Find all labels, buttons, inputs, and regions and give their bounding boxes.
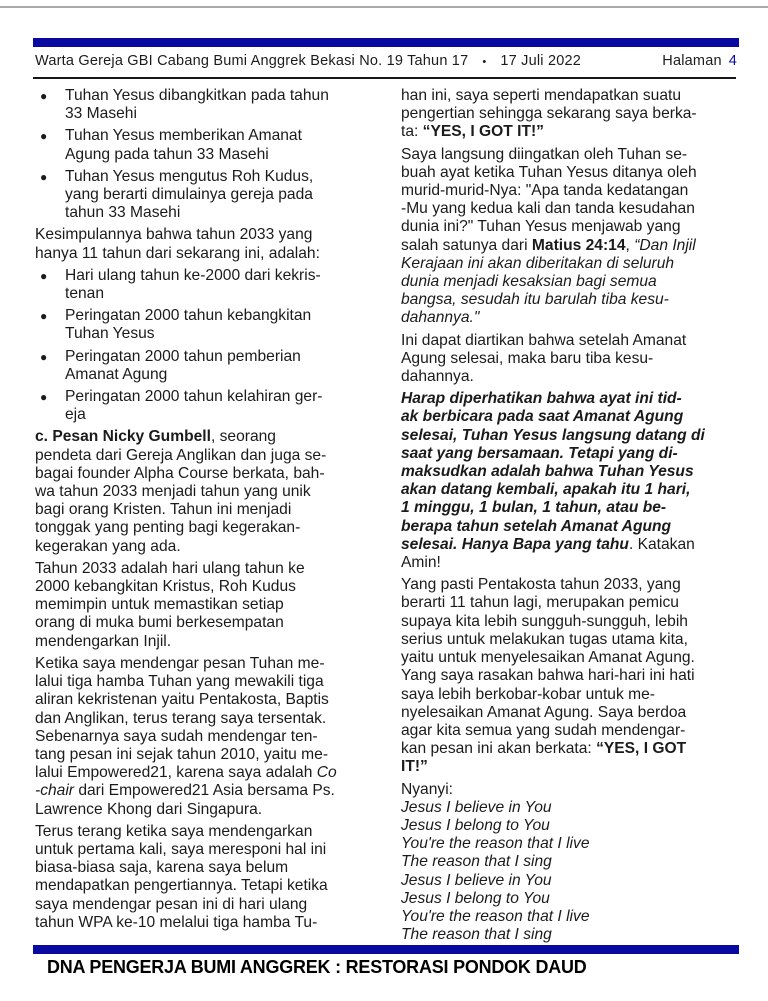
text-line: Ketika saya mendengar pesan Tuhan me- — [35, 654, 325, 672]
text-line: saya mendengar pesan ini di hari ulang — [35, 895, 308, 913]
body-paragraph — [35, 226, 382, 262]
text-line: serius untuk melakukan tugas utama kita, — [401, 630, 688, 648]
text-line: bagai founder Alpha Course berkata, bah- — [35, 464, 325, 482]
text-line: Tuhan Yesus mengutus Roh Kudus, — [65, 167, 314, 185]
text-line: Peringatan 2000 tahun kebangkitan — [65, 307, 312, 325]
bullet-icon: ● — [40, 309, 48, 324]
bullet-text — [65, 267, 382, 303]
bullet-item — [35, 388, 382, 424]
page-top-edge — [0, 6, 768, 8]
text-line: The reason that I sing — [401, 853, 552, 871]
text-line: Agung pada tahun 33 Masehi — [65, 145, 269, 163]
bullet-icon: ● — [40, 169, 48, 184]
text-line: kan pesan ini akan berkata: “YES, I GOT — [401, 740, 687, 758]
text-line: akan datang kembali, apakah itu 1 hari, — [401, 481, 691, 499]
text-line: Tuhan Yesus — [65, 325, 155, 343]
text-line: Amin! — [401, 554, 441, 572]
text-line: tahun 33 Masehi — [65, 204, 181, 222]
bullet-text — [65, 127, 382, 163]
text-line: You're the reason that I live — [401, 835, 590, 853]
text-line: 2000 kebangkitan Kristus, Roh Kudus — [35, 578, 296, 596]
bullet-item — [35, 348, 382, 384]
bullet-item — [35, 267, 382, 303]
body-paragraph — [401, 576, 749, 776]
bullet-icon: ● — [40, 390, 48, 405]
text-line: berapa tahun setelah Amanat Agung — [401, 517, 672, 535]
text-line: biasa-biasa saja, karena saya belum — [35, 859, 289, 877]
text-line: mendengarkan Injil. — [35, 632, 172, 650]
text-line: 1 minggu, 1 bulan, 1 tahun, atau be- — [401, 499, 667, 517]
text-line: untuk pertama kali, saya meresponi hal ini — [35, 840, 327, 858]
body-paragraph — [35, 823, 382, 932]
footer-title: DNA PENGERJA BUMI ANGGREK : RESTORASI PONDOK DAUD — [47, 956, 587, 977]
text-line: Yang saya rasakan bahwa hari-hari ini hati — [401, 667, 695, 685]
text-line: You're the reason that I live — [401, 907, 590, 925]
text-line: saat yang bersamaan. Tetapi yang di- — [401, 444, 678, 462]
text-line: hanya 11 tahun dari sekarang ini, adalah: — [35, 244, 320, 262]
text-line: Kesimpulannya bahwa tahun 2033 yang — [35, 226, 313, 244]
text-line: -chair dari Empowered21 Asia bersama Ps. — [35, 782, 335, 800]
text-line: yaitu untuk menyelesaikan Amanat Agung. — [401, 649, 695, 667]
bullet-text — [65, 307, 382, 343]
text-line: bangsa, sesudah itu barulah tiba kesu- — [401, 291, 669, 309]
text-line: saya lebih berkobar-kobar untuk me- — [401, 685, 655, 703]
text-line: han ini, saya seperti mendapatkan suatu — [401, 87, 682, 104]
text-line: Jesus I believe in You — [401, 798, 552, 816]
text-line: dan Anglikan, terus terang saya tersentak. — [35, 709, 327, 727]
bullet-item — [35, 87, 382, 123]
text-line: memimpin untuk memastikan setiap — [35, 596, 284, 614]
text-line: tonggak yang penting bagi kegerakan- — [35, 519, 301, 537]
text-line: bagi orang Kristen. Tahun ini menjadi — [35, 501, 292, 519]
text-line: mendapatkan pengertiannya. Tetapi ketika — [35, 877, 328, 895]
header-accent-bar — [33, 38, 739, 47]
text-line: Ini dapat diartikan bahwa setelah Amanat — [401, 331, 687, 349]
body-paragraph — [35, 655, 382, 819]
text-line: berarti 11 tahun lagi, merupakan pemicu — [401, 594, 679, 612]
text-line: salah satunya dari Matius 24:14, “Dan Injil — [401, 236, 696, 254]
text-line: tahun WPA ke-10 melalui tiga hamba Tu- — [35, 913, 318, 931]
text-line: Peringatan 2000 tahun kelahiran ger- — [65, 388, 323, 406]
body-paragraph — [401, 781, 749, 945]
text-line: nyelesaikan Amanat Agung. Saya berdoa — [401, 703, 687, 721]
text-line: Jesus I believe in You — [401, 871, 552, 889]
text-line: Nyanyi: — [401, 780, 453, 798]
text-line: c. Pesan Nicky Gumbell, seorang — [35, 428, 276, 446]
text-line: The reason that I sing — [401, 926, 552, 944]
text-line: ta: “YES, I GOT IT!” — [401, 123, 544, 141]
text-line: Lawrence Khong dari Singapura. — [35, 800, 263, 818]
bullet-text — [65, 348, 382, 384]
header-bullet-separator: • — [482, 56, 487, 68]
text-line: Amanat Agung — [65, 365, 168, 383]
column-left — [35, 87, 382, 948]
text-line: 33 Masehi — [65, 105, 137, 123]
text-line: Sebenarnya saya sudah mendengar ten- — [35, 727, 318, 745]
text-line: dahannya." — [401, 309, 480, 327]
text-line: dunia menjadi kesaksian bagi semua — [401, 273, 657, 291]
text-line: tang pesan ini sejak tahun 2010, yaitu me- — [35, 745, 329, 763]
bullet-item — [35, 307, 382, 343]
bullet-text — [65, 388, 382, 424]
text-line: kegerakan yang ada. — [35, 537, 181, 555]
text-line: murid-murid-Nya: "Apa tanda kedatangan — [401, 182, 689, 200]
bullet-text — [65, 87, 382, 123]
text-line: yang berarti dimulainya gereja pada — [65, 186, 313, 204]
bullet-icon: ● — [40, 89, 48, 103]
text-line: Tuhan Yesus memberikan Amanat — [65, 127, 302, 145]
text-line: dahannya. — [401, 368, 474, 386]
text-line: agar kita semua yang sudah mendengar- — [401, 721, 686, 739]
text-line: selesai, Tuhan Yesus langsung datang di — [401, 426, 705, 444]
text-line: orang di muka bumi berkesempatan — [35, 614, 284, 632]
text-line: Yang pasti Pentakosta tahun 2033, yang — [401, 576, 681, 594]
text-line: lalui tiga hamba Tuhan yang mewakili tiga — [35, 673, 324, 691]
text-line: Jesus I belong to You — [401, 816, 550, 834]
body-paragraph — [401, 332, 749, 387]
text-line: -Mu yang kedua kali dan tanda kesudahan — [401, 200, 695, 218]
text-line: Terus terang ketika saya mendengarkan — [35, 822, 313, 840]
body-paragraph — [401, 87, 749, 142]
text-line: Hari ulang tahun ke-2000 dari kekris- — [65, 266, 321, 284]
bullet-item — [35, 168, 382, 223]
text-line: Harap diperhatikan bahwa ayat ini tid- — [401, 390, 682, 408]
bullet-icon: ● — [40, 268, 48, 283]
text-line: Tahun 2033 adalah hari ulang tahun ke — [35, 559, 305, 577]
text-line: ak berbicara pada saat Amanat Agung — [401, 408, 684, 426]
text-line: selesai. Hanya Bapa yang tahu. Katakan — [401, 535, 695, 553]
text-line: wa tahun 2033 menjadi tahun yang unik — [35, 483, 311, 501]
header-date: 17 Juli 2022 — [500, 53, 582, 69]
text-line: dunia ini?" Tuhan Yesus menjawab yang — [401, 218, 681, 236]
text-line: pengertian sehingga sekarang saya berka- — [401, 105, 697, 123]
text-line: tenan — [65, 285, 105, 303]
text-line: lalui Empowered21, karena saya adalah Co — [35, 764, 337, 782]
footer-accent-bar — [33, 945, 739, 954]
bullet-text — [65, 168, 382, 223]
newsletter-title: Warta Gereja GBI Cabang Bumi Anggrek Bekasi No. 19 Tahun 17 — [35, 53, 469, 69]
column-right — [401, 87, 749, 948]
page-header — [35, 51, 737, 72]
text-line: Peringatan 2000 tahun pemberian — [65, 347, 301, 365]
bullet-icon: ● — [40, 349, 48, 364]
article-body — [35, 87, 749, 948]
text-line: pendeta dari Gereja Anglikan dan juga se- — [35, 446, 327, 464]
text-line: buah ayat ketika Tuhan Yesus ditanya oleh — [401, 163, 697, 181]
text-line: Tuhan Yesus dibangkitkan pada tahun — [65, 87, 329, 104]
text-line: maksudkan adalah bahwa Tuhan Yesus — [401, 463, 694, 481]
page-number: 4 — [728, 53, 737, 69]
body-paragraph — [401, 390, 749, 572]
page-number-label: Halaman — [662, 53, 722, 69]
text-line: aliran kekristenan yaitu Pentakosta, Baptis — [35, 691, 329, 709]
bullet-item — [35, 127, 382, 163]
body-paragraph — [35, 428, 382, 555]
text-line: supaya kita lebih sungguh-sungguh, lebih — [401, 612, 688, 630]
bullet-icon: ● — [40, 129, 48, 144]
header-rule — [33, 77, 736, 79]
body-paragraph — [401, 146, 749, 328]
text-line: Saya langsung diingatkan oleh Tuhan se- — [401, 145, 688, 163]
text-line: eja — [65, 406, 86, 424]
body-paragraph — [35, 560, 382, 651]
text-line: IT!” — [401, 758, 428, 776]
text-line: Jesus I belong to You — [401, 889, 550, 907]
text-line: Kerajaan ini akan diberitakan di seluruh — [401, 254, 675, 272]
text-line: Agung selesai, maka baru tiba kesu- — [401, 349, 654, 367]
